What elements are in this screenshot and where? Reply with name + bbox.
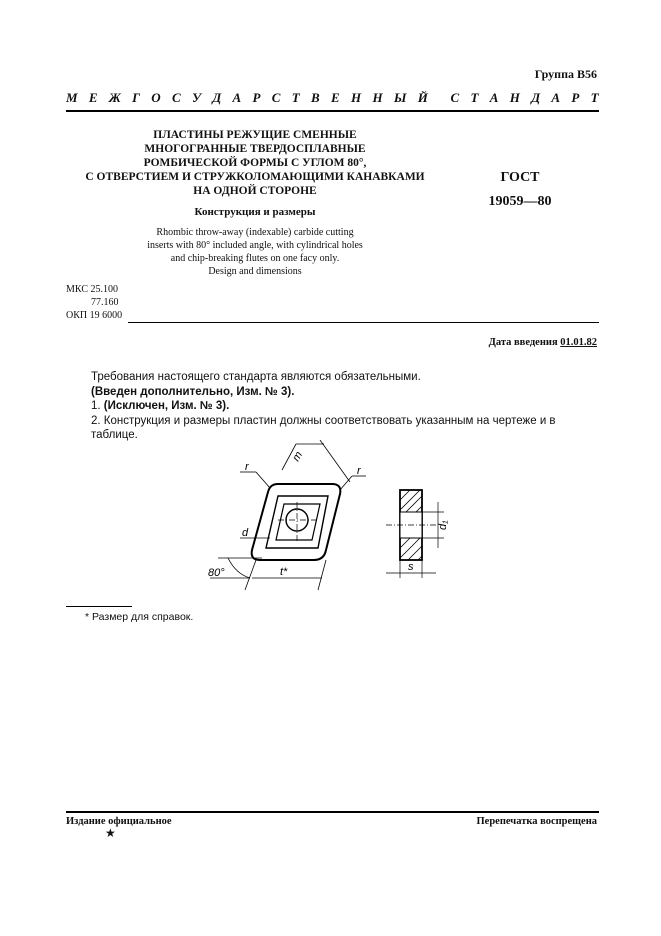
standard-letter: Т xyxy=(590,90,599,105)
insert-drawing xyxy=(200,440,470,595)
standard-letter: Г xyxy=(132,90,140,105)
classification-codes xyxy=(66,283,122,322)
standard-letter: А xyxy=(551,90,561,105)
label-m: m xyxy=(290,449,306,464)
title-ru-line: РОМБИЧЕСКОЙ ФОРМЫ С УГЛОМ 80°, xyxy=(143,157,367,169)
label-angle: 80° xyxy=(208,567,225,579)
standard-letter: Н xyxy=(351,90,362,105)
label-s: s xyxy=(408,561,414,573)
title-en xyxy=(66,226,444,278)
item-number: 1. xyxy=(91,400,101,412)
star-icon: ★ xyxy=(105,826,116,840)
standard-letter: Д xyxy=(212,90,222,105)
title-ru xyxy=(66,128,444,198)
standard-letter: Т xyxy=(291,90,300,105)
standard-letter: Т xyxy=(470,90,479,105)
edition-label: Издание официальное xyxy=(66,816,172,827)
standard-letter: Д xyxy=(531,90,541,105)
standard-letter: С xyxy=(171,90,181,105)
gost-number: 19059—80 xyxy=(488,194,552,209)
group-code: Группа В56 xyxy=(534,67,597,81)
date-value: 01.01.82 xyxy=(560,337,597,348)
paragraph-amendment: (Введен дополнительно, Изм. № 3). xyxy=(91,385,295,398)
standard-letter: В xyxy=(311,90,320,105)
date-label: Дата введения xyxy=(488,337,558,348)
standard-letter: Р xyxy=(252,90,261,105)
paragraph-requirements: Требования настоящего стандарта являются обязательными. xyxy=(91,371,421,383)
okp-code: ОКП 19 6000 xyxy=(66,310,123,321)
title-en-line: Rhombic throw-away (indexable) carbide cutting xyxy=(156,227,354,238)
gost-label: ГОСТ xyxy=(500,170,540,185)
standard-letter: Ы xyxy=(393,90,407,105)
standard-letter: С xyxy=(450,90,460,105)
effective-date xyxy=(489,337,597,348)
paragraph-1 xyxy=(91,399,601,414)
standard-letter: М xyxy=(66,90,78,105)
standard-letter: А xyxy=(232,90,242,105)
title-en-line: Design and dimensions xyxy=(208,266,302,277)
standard-letter: Е xyxy=(88,90,98,105)
paragraph-2: 2. Конструкция и размеры пластин должны соответствовать указанным на чертеже и в таблице. xyxy=(91,414,556,441)
standard-letter: О xyxy=(151,90,161,105)
dimension-lines xyxy=(210,440,366,590)
standard-letter: С xyxy=(271,90,281,105)
mks-code: МКС 25.100 xyxy=(66,284,118,295)
standard-type-line xyxy=(66,90,599,106)
codes-rule xyxy=(128,322,599,323)
label-d1: d₁ xyxy=(437,520,449,530)
label-r-left: r xyxy=(245,461,249,473)
title-ru-line: ПЛАСТИНЫ РЕЖУЩИЕ СМЕННЫЕ xyxy=(153,129,357,141)
standard-letter: Е xyxy=(331,90,340,105)
body-text xyxy=(91,370,601,443)
standard-letter: Н xyxy=(372,90,383,105)
footnote: * Размер для справок. xyxy=(85,611,194,623)
insert-plan-view xyxy=(252,484,341,560)
standard-letter: Н xyxy=(509,90,520,105)
footer-rule xyxy=(66,811,599,813)
footnote-rule xyxy=(66,606,132,607)
subtitle-ru: Конструкция и размеры xyxy=(194,206,316,218)
item-excluded: (Исключен, Изм. № 3). xyxy=(103,400,230,412)
standard-letter: Й xyxy=(417,90,428,105)
standard-letter: У xyxy=(191,90,202,105)
label-t: t* xyxy=(280,566,288,578)
label-r-right: r xyxy=(357,465,361,477)
header-rule xyxy=(66,110,599,112)
title-ru-line: МНОГОГРАННЫЕ ТВЕРДОСПЛАВНЫЕ xyxy=(144,143,366,155)
reprint-notice: Перепечатка воспрещена xyxy=(476,816,597,827)
insert-section-view xyxy=(386,490,444,578)
label-d: d xyxy=(242,527,249,539)
title-ru-line: НА ОДНОЙ СТОРОНЕ xyxy=(193,185,317,197)
standard-letter: Ж xyxy=(108,90,121,105)
mks-code-2: 77.160 xyxy=(91,297,119,308)
title-ru-line: С ОТВЕРСТИЕМ И СТРУЖКОЛОМАЮЩИМИ КАНАВКАМИ xyxy=(85,171,425,183)
standard-letter: Р xyxy=(571,90,580,105)
standard-letter: А xyxy=(489,90,499,105)
title-en-line: and chip-breaking flutes on one facy only. xyxy=(170,253,340,264)
title-en-line: inserts with 80° included angle, with cylindrical holes xyxy=(147,240,363,251)
